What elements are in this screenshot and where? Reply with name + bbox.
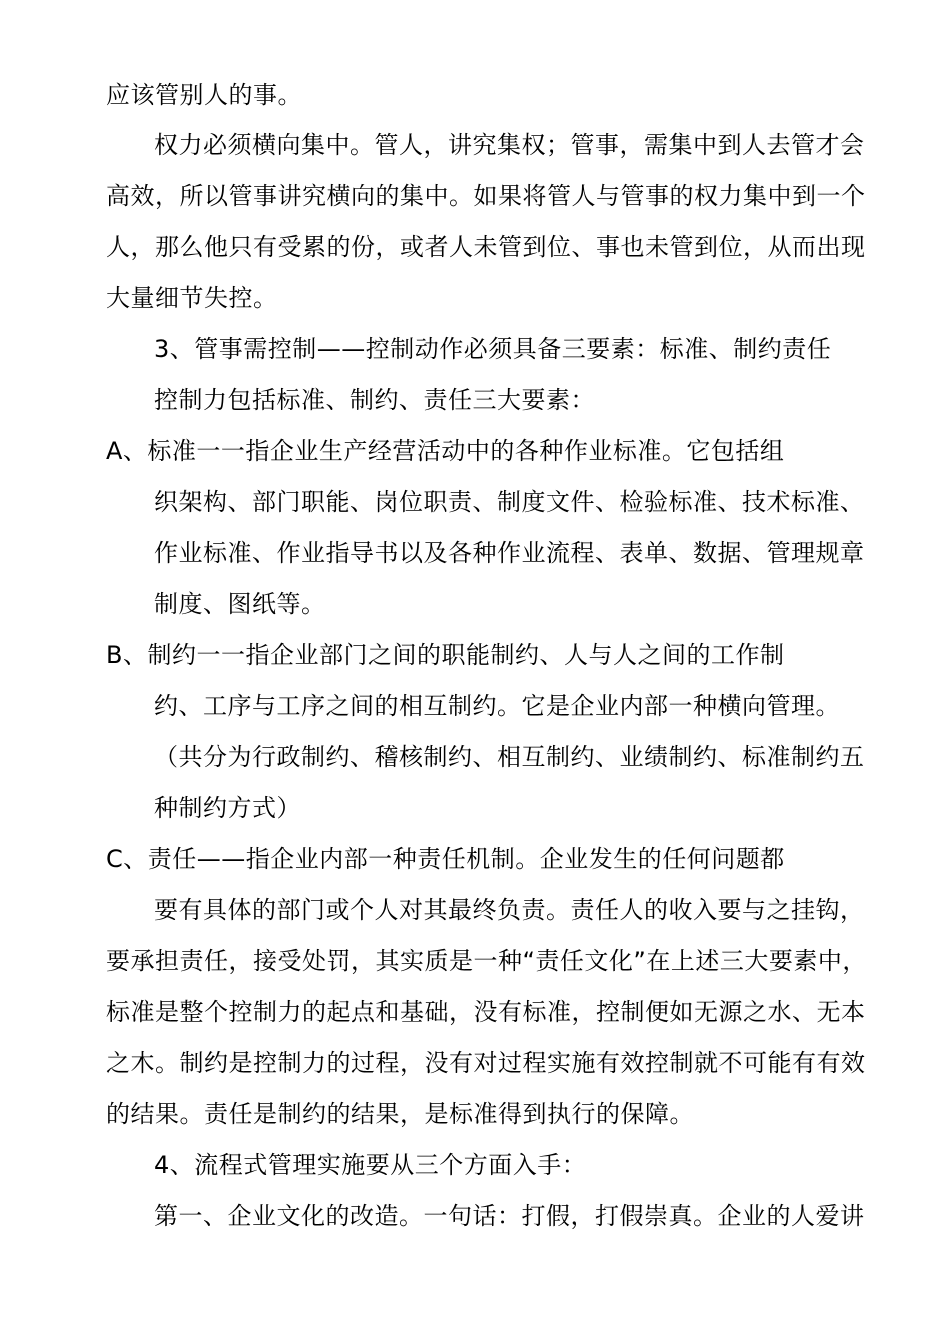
list-item-b: B、制约一一指企业部门之间的职能制约、人与人之间的工作制 <box>106 641 785 669</box>
text-line: 标准是整个控制力的起点和基础，没有标准，控制便如无源之水、无本 <box>106 998 866 1026</box>
text-line: 约、工序与工序之间的相互制约。它是企业内部一种横向管理。 <box>154 692 840 720</box>
text-line: 应该管别人的事。 <box>106 81 302 109</box>
text-line: 高效，所以管事讲究横向的集中。如果将管人与管事的权力集中到一个 <box>106 182 866 210</box>
text-line: （共分为行政制约、稽核制约、相互制约、业绩制约、标准制约五 <box>154 743 865 771</box>
text-line: 人，那么他只有受累的份，或者人未管到位、事也未管到位，从而出现 <box>106 233 866 261</box>
text-line: 的结果。责任是制约的结果，是标准得到执行的保障。 <box>106 1100 694 1128</box>
text-line: 作业标准、作业指导书以及各种作业流程、表单、数据、管理规章 <box>154 539 865 567</box>
text-line: 织架构、部门职能、岗位职责、制度文件、检验标准、技术标准、 <box>154 488 865 516</box>
section-heading: 4、流程式管理实施要从三个方面入手： <box>154 1151 587 1179</box>
text-line: 权力必须横向集中。管人，讲究集权；管事，需集中到人去管才会 <box>154 131 865 159</box>
text-line: 要有具体的部门或个人对其最终负责。责任人的收入要与之挂钩， <box>154 896 865 924</box>
section-heading: 3、管事需控制——控制动作必须具备三要素：标准、制约责任 <box>154 335 832 363</box>
text-line: 大量细节失控。 <box>106 284 278 312</box>
text-line: 控制力包括标准、制约、责任三大要素： <box>154 386 595 414</box>
text-line: 之木。制约是控制力的过程，没有对过程实施有效控制就不可能有有效 <box>106 1049 866 1077</box>
list-item-c: C、责任——指企业内部一种责任机制。企业发生的任何问题都 <box>106 845 785 873</box>
text-line: 要承担责任，接受处罚，其实质是一种“责任文化”在上述三大要素中， <box>106 947 867 975</box>
text-line: 种制约方式） <box>154 794 301 822</box>
text-line: 制度、图纸等。 <box>154 590 326 618</box>
list-item-a: A、标准一一指企业生产经营活动中的各种作业标准。它包括组 <box>106 437 785 465</box>
text-line: 第一、企业文化的改造。一句话：打假，打假崇真。企业的人爱讲 <box>154 1202 865 1230</box>
